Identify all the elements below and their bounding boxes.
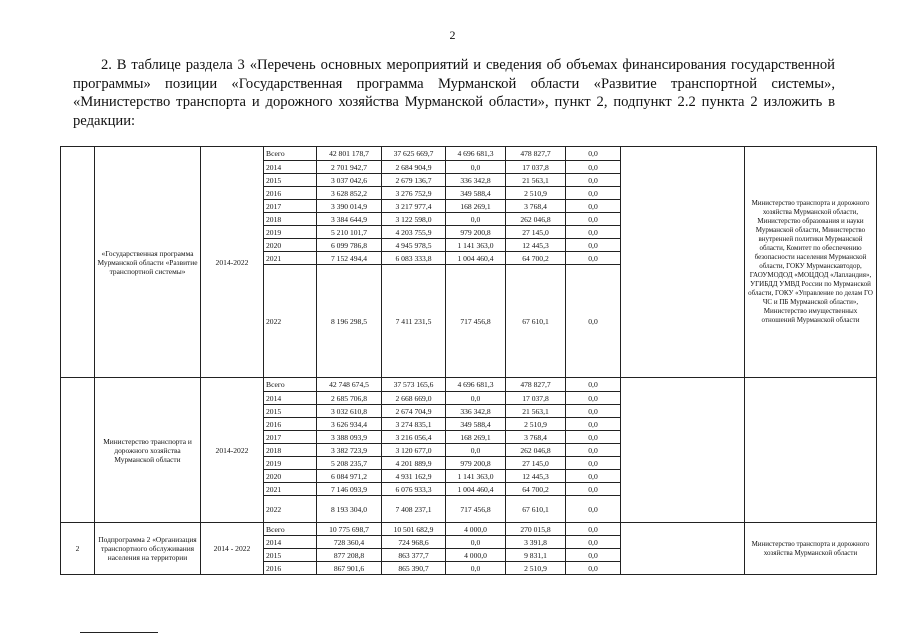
other-sources-cell: 0,0 (566, 431, 621, 444)
local-budget-cell: 17 037,8 (506, 161, 566, 174)
executors-cell: Министерство транспорта и дорожного хозяйства Мурманской области, Министерство образования и науки Мурманской области, Министерство внутренней политики Мурманской области, Комитет по обеспечению безопасности населения Мурманской области, ГОКУ Мурманскавтодор, ГАОУМОДОД «МОЦДОД «Лапландия», УГИБДД УМВД России по Мурманской области, ГОКУ «Управление по делам ГО ЧС и ПБ Мурманской области», Министерство имущественных отношений Мурманской области (745, 147, 877, 378)
year-cell: 2018 (264, 213, 317, 226)
total-cell: 2 685 706,8 (317, 392, 382, 405)
federal-budget-cell: 349 588,4 (446, 187, 506, 200)
other-sources-cell: 0,0 (566, 147, 621, 161)
empty-cell (621, 378, 745, 523)
other-sources-cell: 0,0 (566, 483, 621, 496)
year-cell: 2021 (264, 252, 317, 265)
total-cell: 867 901,6 (317, 562, 382, 575)
regional-budget-cell: 7 408 237,1 (382, 496, 446, 523)
other-sources-cell: 0,0 (566, 444, 621, 457)
regional-budget-cell: 37 625 669,7 (382, 147, 446, 161)
federal-budget-cell: 336 342,8 (446, 405, 506, 418)
other-sources-cell: 0,0 (566, 523, 621, 536)
local-budget-cell: 3 768,4 (506, 431, 566, 444)
local-budget-cell: 64 700,2 (506, 483, 566, 496)
federal-budget-cell: 1 004 460,4 (446, 252, 506, 265)
local-budget-cell: 3 768,4 (506, 200, 566, 213)
regional-budget-cell: 724 968,6 (382, 536, 446, 549)
regional-budget-cell: 37 573 165,6 (382, 378, 446, 392)
year-cell: 2015 (264, 549, 317, 562)
regional-budget-cell: 3 122 598,0 (382, 213, 446, 226)
year-cell: 2019 (264, 226, 317, 239)
year-cell: 2022 (264, 496, 317, 523)
total-cell: 3 037 042,6 (317, 174, 382, 187)
regional-budget-cell: 4 931 162,9 (382, 470, 446, 483)
total-cell: 6 084 971,2 (317, 470, 382, 483)
federal-budget-cell: 0,0 (446, 562, 506, 575)
federal-budget-cell: 979 200,8 (446, 226, 506, 239)
regional-budget-cell: 3 217 977,4 (382, 200, 446, 213)
year-cell: 2014 (264, 536, 317, 549)
regional-budget-cell: 865 390,7 (382, 562, 446, 575)
regional-budget-cell: 2 679 136,7 (382, 174, 446, 187)
federal-budget-cell: 4 696 681,3 (446, 147, 506, 161)
federal-budget-cell: 349 588,4 (446, 418, 506, 431)
federal-budget-cell: 0,0 (446, 213, 506, 226)
year-cell: 2015 (264, 174, 317, 187)
local-budget-cell: 64 700,2 (506, 252, 566, 265)
federal-budget-cell: 1 141 363,0 (446, 470, 506, 483)
total-cell: 8 193 304,0 (317, 496, 382, 523)
year-cell: 2014 (264, 161, 317, 174)
other-sources-cell: 0,0 (566, 161, 621, 174)
program-name-cell: Подпрограмма 2 «Организация транспортного обслуживания населения на территории (95, 523, 201, 575)
year-cell: 2016 (264, 187, 317, 200)
regional-budget-cell: 3 276 752,9 (382, 187, 446, 200)
regional-budget-cell: 4 201 889,9 (382, 457, 446, 470)
federal-budget-cell: 1 141 363,0 (446, 239, 506, 252)
total-cell: 3 388 093,9 (317, 431, 382, 444)
financing-table (60, 146, 877, 575)
year-cell: Всего (264, 378, 317, 392)
footnote-rule (80, 632, 158, 633)
federal-budget-cell: 0,0 (446, 444, 506, 457)
local-budget-cell: 17 037,8 (506, 392, 566, 405)
other-sources-cell: 0,0 (566, 378, 621, 392)
financing-table-body (61, 147, 877, 575)
local-budget-cell: 12 445,3 (506, 239, 566, 252)
total-cell: 3 626 934,4 (317, 418, 382, 431)
federal-budget-cell: 4 000,0 (446, 523, 506, 536)
local-budget-cell: 2 510,9 (506, 562, 566, 575)
regional-budget-cell: 4 945 978,5 (382, 239, 446, 252)
federal-budget-cell: 0,0 (446, 536, 506, 549)
local-budget-cell: 21 563,1 (506, 174, 566, 187)
total-cell: 42 748 674,5 (317, 378, 382, 392)
local-budget-cell: 67 610,1 (506, 265, 566, 378)
federal-budget-cell: 336 342,8 (446, 174, 506, 187)
regional-budget-cell: 3 120 677,0 (382, 444, 446, 457)
other-sources-cell: 0,0 (566, 470, 621, 483)
regional-budget-cell: 10 501 682,9 (382, 523, 446, 536)
table-row (61, 523, 877, 536)
total-cell: 3 032 610,8 (317, 405, 382, 418)
federal-budget-cell: 168 269,1 (446, 200, 506, 213)
local-budget-cell: 2 510,9 (506, 187, 566, 200)
federal-budget-cell: 717 456,8 (446, 265, 506, 378)
year-cell: Всего (264, 147, 317, 161)
other-sources-cell: 0,0 (566, 174, 621, 187)
total-cell: 2 701 942,7 (317, 161, 382, 174)
total-cell: 10 775 698,7 (317, 523, 382, 536)
year-cell: 2016 (264, 562, 317, 575)
year-cell: Всего (264, 523, 317, 536)
other-sources-cell: 0,0 (566, 252, 621, 265)
regional-budget-cell: 3 216 056,4 (382, 431, 446, 444)
federal-budget-cell: 168 269,1 (446, 431, 506, 444)
local-budget-cell: 67 610,1 (506, 496, 566, 523)
executors-cell (745, 378, 877, 523)
year-cell: 2017 (264, 200, 317, 213)
year-cell: 2017 (264, 431, 317, 444)
other-sources-cell: 0,0 (566, 496, 621, 523)
regional-budget-cell: 2 684 904,9 (382, 161, 446, 174)
total-cell: 3 384 644,9 (317, 213, 382, 226)
year-cell: 2020 (264, 470, 317, 483)
period-cell: 2014-2022 (201, 147, 264, 378)
local-budget-cell: 262 046,8 (506, 213, 566, 226)
year-cell: 2020 (264, 239, 317, 252)
other-sources-cell: 0,0 (566, 418, 621, 431)
total-cell: 8 196 298,5 (317, 265, 382, 378)
program-name-cell: «Государственная программа Мурманской области «Развитие транспортной системы» (95, 147, 201, 378)
regional-budget-cell: 2 674 704,9 (382, 405, 446, 418)
local-budget-cell: 9 831,1 (506, 549, 566, 562)
row-number-cell (61, 147, 95, 378)
empty-cell (621, 147, 745, 378)
federal-budget-cell: 717 456,8 (446, 496, 506, 523)
federal-budget-cell: 979 200,8 (446, 457, 506, 470)
table-row (61, 147, 877, 161)
federal-budget-cell: 1 004 460,4 (446, 483, 506, 496)
total-cell: 3 382 723,9 (317, 444, 382, 457)
row-number-cell: 2 (61, 523, 95, 575)
other-sources-cell: 0,0 (566, 213, 621, 226)
local-budget-cell: 12 445,3 (506, 470, 566, 483)
total-cell: 877 208,8 (317, 549, 382, 562)
local-budget-cell: 262 046,8 (506, 444, 566, 457)
local-budget-cell: 3 391,8 (506, 536, 566, 549)
regional-budget-cell: 3 274 835,1 (382, 418, 446, 431)
other-sources-cell: 0,0 (566, 562, 621, 575)
local-budget-cell: 478 827,7 (506, 378, 566, 392)
regional-budget-cell: 863 377,7 (382, 549, 446, 562)
total-cell: 3 628 852,2 (317, 187, 382, 200)
local-budget-cell: 478 827,7 (506, 147, 566, 161)
page-number: 2 (449, 28, 456, 42)
other-sources-cell: 0,0 (566, 187, 621, 200)
regional-budget-cell: 6 083 333,8 (382, 252, 446, 265)
row-number-cell (61, 378, 95, 523)
regional-budget-cell: 2 668 669,0 (382, 392, 446, 405)
federal-budget-cell: 0,0 (446, 161, 506, 174)
local-budget-cell: 21 563,1 (506, 405, 566, 418)
other-sources-cell: 0,0 (566, 457, 621, 470)
total-cell: 7 146 093,9 (317, 483, 382, 496)
other-sources-cell: 0,0 (566, 226, 621, 239)
program-name-cell: Министерство транспорта и дорожного хозяйства Мурманской области (95, 378, 201, 523)
period-cell: 2014-2022 (201, 378, 264, 523)
total-cell: 5 210 101,7 (317, 226, 382, 239)
year-cell: 2022 (264, 265, 317, 378)
year-cell: 2014 (264, 392, 317, 405)
local-budget-cell: 270 015,8 (506, 523, 566, 536)
executors-cell: Министерство транспорта и дорожного хозяйства Мурманской области (745, 523, 877, 575)
total-cell: 728 360,4 (317, 536, 382, 549)
year-cell: 2019 (264, 457, 317, 470)
other-sources-cell: 0,0 (566, 549, 621, 562)
year-cell: 2021 (264, 483, 317, 496)
regional-budget-cell: 4 203 755,9 (382, 226, 446, 239)
year-cell: 2015 (264, 405, 317, 418)
year-cell: 2016 (264, 418, 317, 431)
period-cell: 2014 - 2022 (201, 523, 264, 575)
total-cell: 5 208 235,7 (317, 457, 382, 470)
local-budget-cell: 27 145,0 (506, 457, 566, 470)
other-sources-cell: 0,0 (566, 536, 621, 549)
local-budget-cell: 27 145,0 (506, 226, 566, 239)
total-cell: 6 099 786,8 (317, 239, 382, 252)
empty-cell (621, 523, 745, 575)
federal-budget-cell: 4 000,0 (446, 549, 506, 562)
other-sources-cell: 0,0 (566, 265, 621, 378)
total-cell: 7 152 494,4 (317, 252, 382, 265)
year-cell: 2018 (264, 444, 317, 457)
total-cell: 3 390 014,9 (317, 200, 382, 213)
total-cell: 42 801 178,7 (317, 147, 382, 161)
regional-budget-cell: 6 076 933,3 (382, 483, 446, 496)
table-row (61, 378, 877, 392)
intro-paragraph: 2. В таблице раздела 3 «Перечень основных мероприятий и сведения об объемах финансирования государственной программы» позиции «Государственная программа Мурманской области «Развитие транспортной системы», «Министерство транспорта и дорожного хозяйства Мурманской области», пункт 2, подпункт 2.2 пункта 2 изложить в редакции: (73, 57, 835, 129)
other-sources-cell: 0,0 (566, 239, 621, 252)
regional-budget-cell: 7 411 231,5 (382, 265, 446, 378)
federal-budget-cell: 4 696 681,3 (446, 378, 506, 392)
federal-budget-cell: 0,0 (446, 392, 506, 405)
other-sources-cell: 0,0 (566, 200, 621, 213)
other-sources-cell: 0,0 (566, 392, 621, 405)
other-sources-cell: 0,0 (566, 405, 621, 418)
local-budget-cell: 2 510,9 (506, 418, 566, 431)
